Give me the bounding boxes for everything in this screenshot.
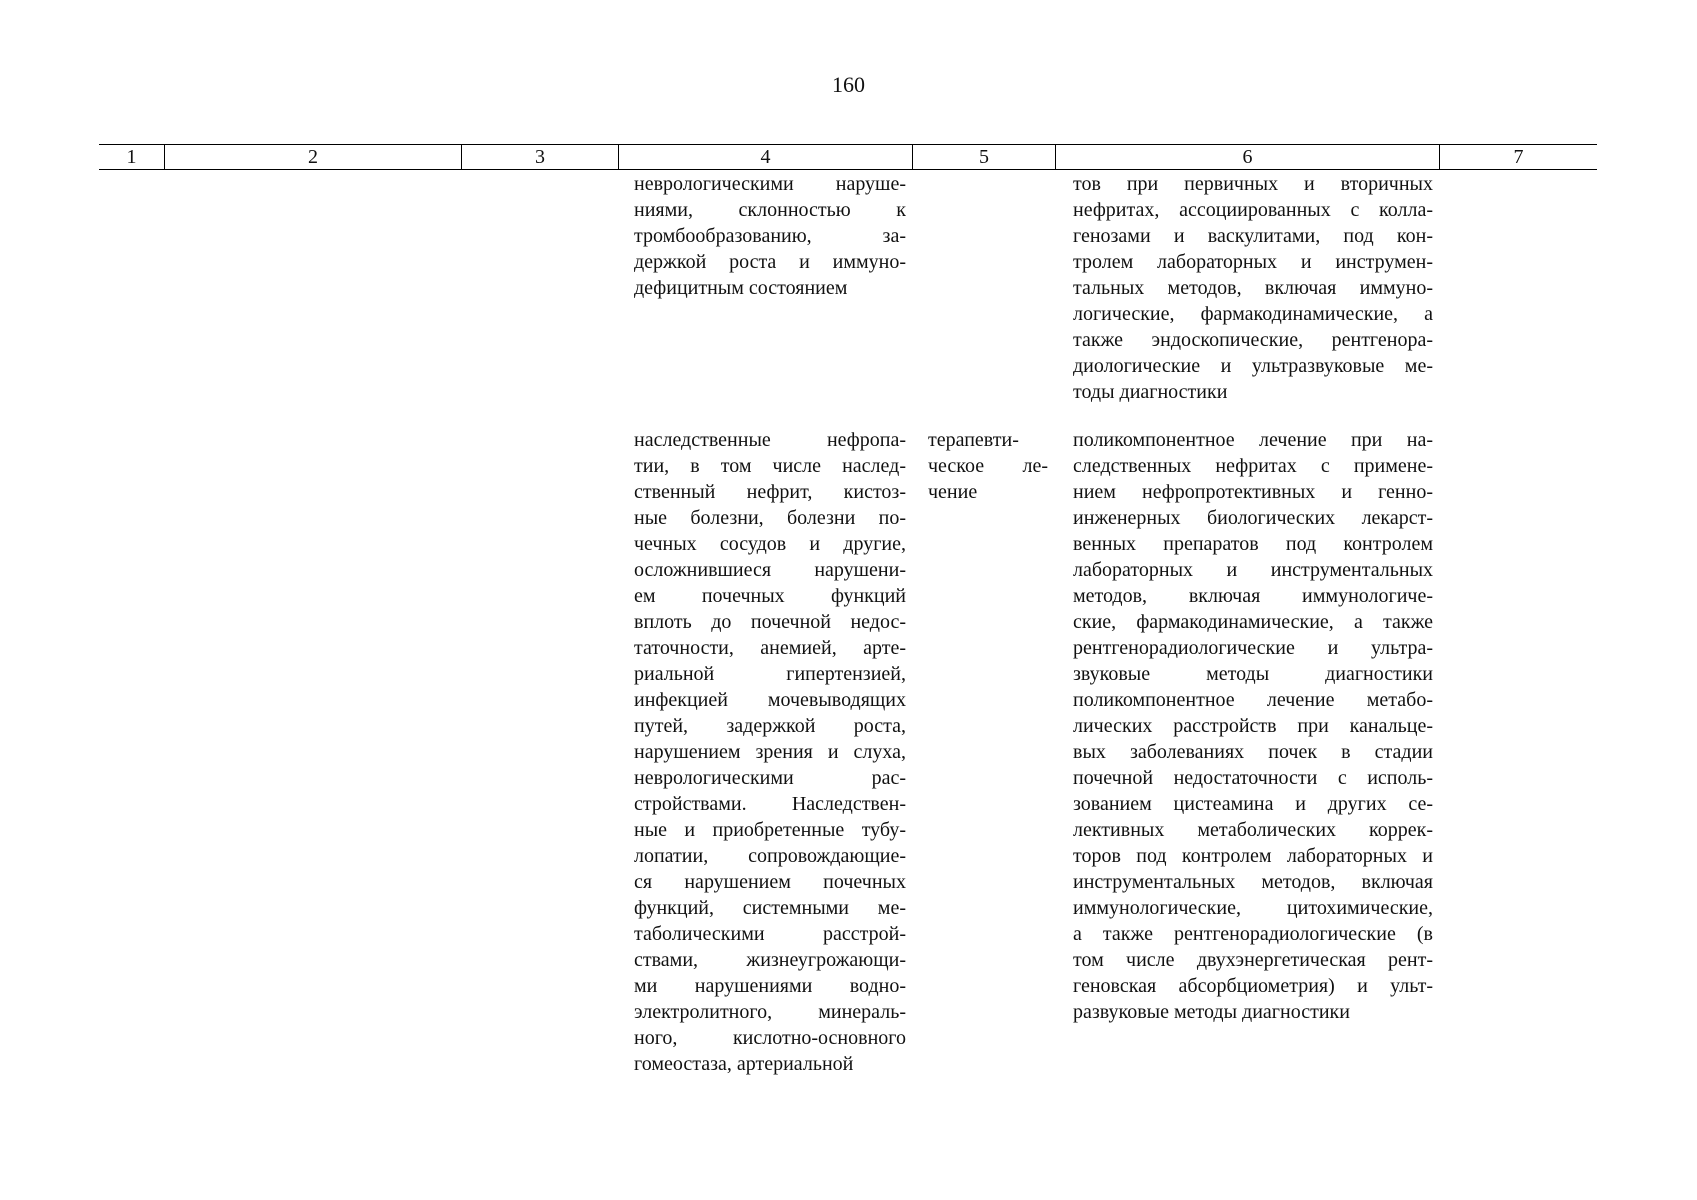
text-line: ские, фармакодинамические, а также	[1073, 611, 1433, 633]
text-line: таточности, анемией, арте-	[634, 637, 906, 659]
table-column-header-row	[99, 144, 1597, 170]
text-line: ные и приобретенные тубу-	[634, 819, 906, 841]
text-line: торов под контролем лабораторных и	[1073, 845, 1433, 867]
text-line: путей, задержкой роста,	[634, 715, 906, 737]
text-line: поликомпонентное лечение при на-	[1073, 429, 1433, 451]
text-line: ческое ле-	[928, 455, 1048, 477]
text-line: почечной недостаточности с исполь-	[1073, 767, 1433, 789]
page-number: 160	[832, 72, 865, 97]
text-line: ные болезни, болезни по-	[634, 507, 906, 529]
text-line: инфекцией мочевыводящих	[634, 689, 906, 711]
text-line: тов при первичных и вторичных	[1073, 173, 1433, 195]
text-line: вплоть до почечной недос-	[634, 611, 906, 633]
row2-column5-text	[928, 427, 1048, 505]
text-line: неврологическими рас-	[634, 767, 906, 789]
text-line: следственных нефритах с примене-	[1073, 455, 1433, 477]
column-number-6: 6	[1056, 145, 1440, 169]
text-line: тальных методов, включая иммуно-	[1073, 277, 1433, 299]
text-line: методов, включая иммунологиче-	[1073, 585, 1433, 607]
text-line: а также рентгенорадиологические (в	[1073, 923, 1433, 945]
text-line: лопатии, сопровождающие-	[634, 845, 906, 867]
row1-column4-text	[634, 171, 906, 301]
text-line: риальной гипертензией,	[634, 663, 906, 685]
column-number-7: 7	[1513, 146, 1524, 168]
text-line: вых заболеваниях почек в стадии	[1073, 741, 1433, 763]
text-line: поликомпонентное лечение метабо-	[1073, 689, 1433, 711]
text-line: генозами и васкулитами, под кон-	[1073, 225, 1433, 247]
text-line: нефритах, ассоциированных с колла-	[1073, 199, 1433, 221]
row2-column6-text	[1073, 427, 1433, 1025]
text-line: лических расстройств при канальце-	[1073, 715, 1433, 737]
text-line: чение	[928, 481, 978, 503]
row1-column6-text	[1073, 171, 1433, 405]
text-line: гомеостаза, артериальной	[634, 1053, 854, 1075]
text-line: терапевти-	[928, 429, 1019, 451]
text-line: звуковые методы диагностики	[1073, 663, 1433, 685]
text-line: лабораторных и инструментальных	[1073, 559, 1433, 581]
text-line: развуковые методы диагностики	[1073, 1001, 1350, 1023]
text-line: ственный нефрит, кистоз-	[634, 481, 906, 503]
text-line: неврологическими наруше-	[634, 173, 906, 195]
column-number-4: 4	[619, 145, 913, 169]
text-line: функций, системными ме-	[634, 897, 906, 919]
column-number-2: 2	[165, 145, 462, 169]
text-line: осложнившиеся нарушени-	[634, 559, 906, 581]
text-line: ствами, жизнеугрожающи-	[634, 949, 906, 971]
text-line: нарушением зрения и слуха,	[634, 741, 906, 763]
text-line: стройствами. Наследствен-	[634, 793, 906, 815]
text-line: иммунологические, цитохимические,	[1073, 897, 1433, 919]
text-line: зованием цистеамина и других се-	[1073, 793, 1433, 815]
text-line: геновская абсорбциометрия) и ульт-	[1073, 975, 1433, 997]
text-line: наследственные нефропа-	[634, 429, 906, 451]
text-line: ся нарушением почечных	[634, 871, 906, 893]
text-line: тоды диагностики	[1073, 381, 1228, 403]
text-line: таболическими расстрой-	[634, 923, 906, 945]
text-line: тролем лабораторных и инструмен-	[1073, 251, 1433, 273]
text-line: держкой роста и иммуно-	[634, 251, 906, 273]
text-line: лективных метаболических коррек-	[1073, 819, 1433, 841]
text-line: том числе двухэнергетическая рент-	[1073, 949, 1433, 971]
text-line: инструментальных методов, включая	[1073, 871, 1433, 893]
text-line: ного, кислотно-основного	[634, 1027, 906, 1049]
text-line: ем почечных функций	[634, 585, 906, 607]
text-line: рентгенорадиологические и ультра-	[1073, 637, 1433, 659]
column-number-1: 1	[99, 145, 165, 169]
text-line: инженерных биологических лекарст-	[1073, 507, 1433, 529]
text-line: электролитного, минераль-	[634, 1001, 906, 1023]
text-line: также эндоскопические, рентгенора-	[1073, 329, 1433, 351]
text-line: диологические и ультразвуковые ме-	[1073, 355, 1433, 377]
text-line: тромбообразованию, за-	[634, 225, 906, 247]
text-line: ниями, склонностью к	[634, 199, 906, 221]
column-number-3: 3	[462, 145, 619, 169]
text-line: дефицитным состоянием	[634, 277, 848, 299]
text-line: логические, фармакодинамические, а	[1073, 303, 1433, 325]
text-line: венных препаратов под контролем	[1073, 533, 1433, 555]
text-line: тии, в том числе наслед-	[634, 455, 906, 477]
text-line: ми нарушениями водно-	[634, 975, 906, 997]
column-number-5: 5	[913, 145, 1056, 169]
row2-column4-text	[634, 427, 906, 1077]
text-line: чечных сосудов и другие,	[634, 533, 906, 555]
text-line: нием нефропротективных и генно-	[1073, 481, 1433, 503]
